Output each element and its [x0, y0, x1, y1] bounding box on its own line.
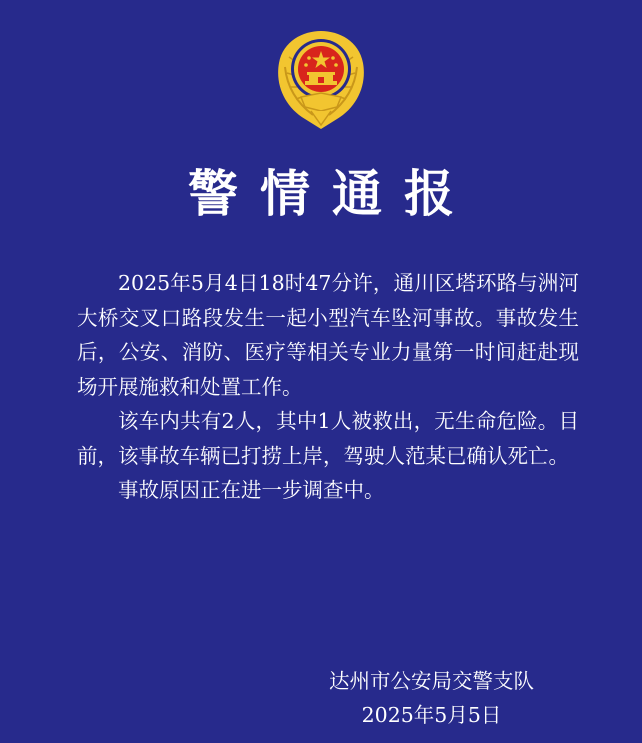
notice-paragraph-1: 2025年5月4日18时47分许，通川区塔环路与洲河大桥交叉口路段发生一起小型汽车坠河事故。事故发生后，公安、消防、医疗等相关专业力量第一时间赶赴现场开展施救和处置工作。 [77, 271, 579, 399]
notice-title: 警情通报 [188, 165, 476, 223]
notice-paragraph-2: 该车内共有2人，其中1人被救出，无生命危险。目前，该事故车辆已打捞上岸，驾驶人范某已确认死亡。 [77, 409, 579, 468]
police-emblem-icon [271, 27, 371, 132]
issue-date: 2025年5月5日 [361, 703, 502, 727]
issuer-name: 达州市公安局交警支队 [329, 669, 534, 693]
notice-signature [329, 664, 534, 732]
notice-body [77, 266, 579, 508]
notice-paragraph-3: 事故原因正在进一步调查中。 [118, 478, 385, 502]
